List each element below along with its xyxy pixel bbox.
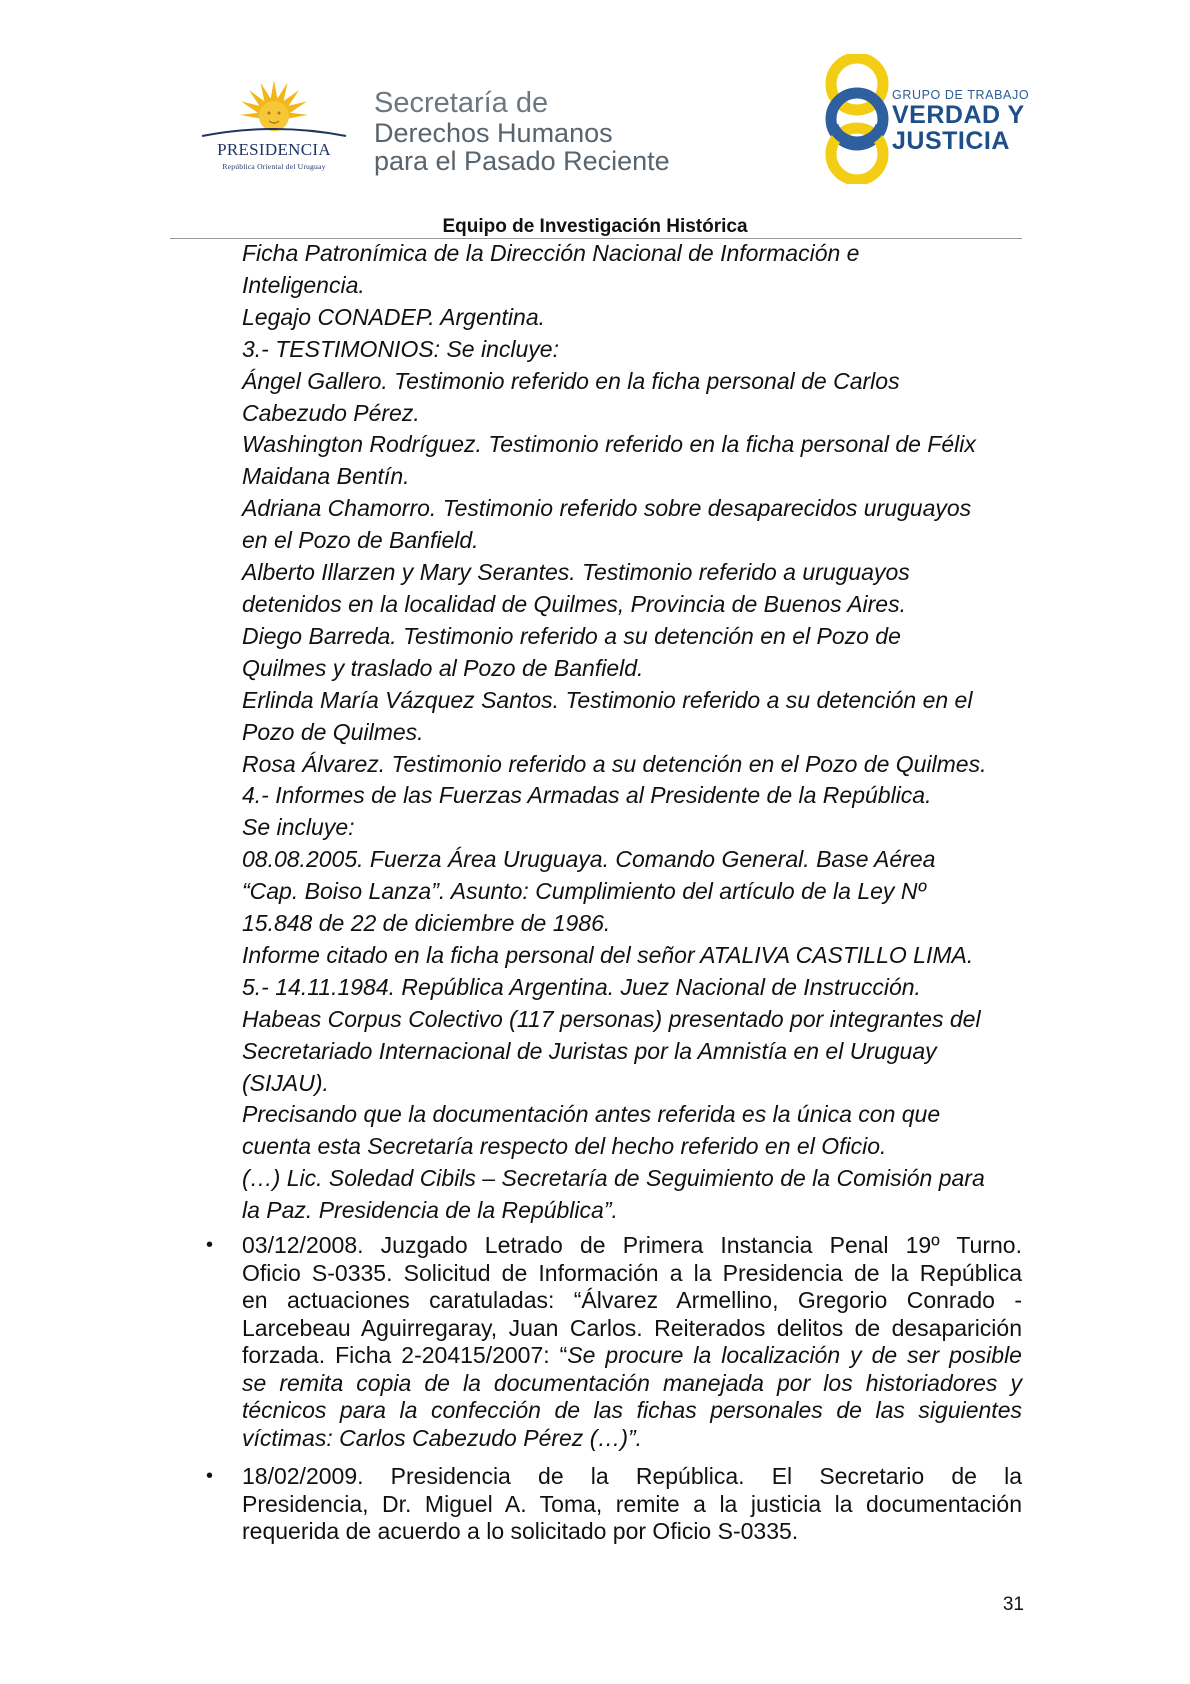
bullet-line: Oficio S-0335. Solicitud de Información a la Presidencia de la República <box>242 1259 1022 1286</box>
quote-line: (…) Lic. Soledad Cibils – Secretaría de Seguimiento de la Comisión para <box>242 1165 985 1192</box>
quote-line: Adriana Chamorro. Testimonio referido sobre desaparecidos uruguayos <box>242 495 972 522</box>
quote-line: 3.- TESTIMONIOS: Se incluye: <box>242 335 559 362</box>
bullet-icon: • <box>206 1465 214 1487</box>
quote-line: (SIJAU). <box>242 1069 329 1096</box>
quote-line: “Cap. Boiso Lanza”. Asunto: Cumplimiento del artículo de la Ley Nº <box>242 878 926 905</box>
quote-line: la Paz. Presidencia de la República”. <box>242 1197 618 1224</box>
quote-line: Quilmes y traslado al Pozo de Banfield. <box>242 654 644 681</box>
bullet-line: en actuaciones caratuladas: “Álvarez Armellino, Gregorio Conrado - <box>242 1287 1022 1313</box>
bullet-icon: • <box>206 1234 214 1256</box>
quote-line: Precisando que la documentación antes referida es la única con que <box>242 1101 941 1128</box>
sun-icon <box>198 78 350 140</box>
quote-line: 08.08.2005. Fuerza Área Uruguaya. Comando General. Base Aérea <box>242 846 936 873</box>
bullet-line: Larcebeau Aguirregaray, Juan Carlos. Reiterados delitos de desaparición <box>242 1314 1022 1341</box>
presidencia-name: PRESIDENCIA <box>217 140 331 159</box>
quote-line: 4.- Informes de las Fuerzas Armadas al Presidente de la República. <box>242 782 932 809</box>
bullet-item <box>206 1463 1022 1546</box>
quote-line: 5.- 14.11.1984. República Argentina. Juez Nacional de Instrucción. <box>242 973 921 1000</box>
quote-line: Secretariado Internacional de Juristas por la Amnistía en el Uruguay <box>242 1037 937 1064</box>
quote-line: Alberto Illarzen y Mary Serantes. Testimonio referido a uruguayos <box>242 559 910 586</box>
quote-line: Pozo de Quilmes. <box>242 718 424 745</box>
bullet-italic-text: Se procure la localización y de ser posible <box>567 1342 1022 1368</box>
presidencia-logo <box>198 78 350 178</box>
presidencia-subtitle: República Oriental del Uruguay <box>222 162 326 171</box>
quote-line: en el Pozo de Banfield. <box>242 527 479 554</box>
quote-line: Ángel Gallero. Testimonio referido en la ficha personal de Carlos <box>242 367 900 394</box>
quote-line: Ficha Patronímica de la Dirección Nacional de Información e <box>242 240 860 266</box>
quote-line: Rosa Álvarez. Testimonio referido a su detención en el Pozo de Quilmes. <box>242 750 987 777</box>
bullet-line: se remita copia de la documentación manejada por los historiadores y <box>242 1369 1022 1396</box>
quote-line: Habeas Corpus Colectivo (117 personas) presentado por integrantes del <box>242 1005 981 1032</box>
quote-line: Legajo CONADEP. Argentina. <box>242 303 546 330</box>
quoted-text-block <box>242 238 1022 1227</box>
rings-icon <box>820 54 895 184</box>
grupo-line-2: JUSTICIA <box>892 127 1010 155</box>
secretaria-line-3: para el Pasado Reciente <box>374 146 670 176</box>
quote-line: Diego Barreda. Testimonio referido a su detención en el Pozo de <box>242 622 901 649</box>
quote-line: Washington Rodríguez. Testimonio referido en la ficha personal de Félix <box>242 431 976 458</box>
bullet-line: 03/12/2008. Juzgado Letrado de Primera Instancia Penal 19º Turno. <box>242 1232 1022 1258</box>
quote-line: Inteligencia. <box>242 271 365 298</box>
bullet-line: técnicos para la confección de las fichas personales de las siguientes <box>242 1397 1022 1423</box>
quote-line: detenidos en la localidad de Quilmes, Provincia de Buenos Aires. <box>242 590 906 617</box>
grupo-line-1: VERDAD Y <box>892 101 1025 129</box>
quote-line: 15.848 de 22 de diciembre de 1986. <box>242 910 611 937</box>
quote-line: cuenta esta Secretaría respecto del hecho referido en el Oficio. <box>242 1133 887 1160</box>
bullet-item <box>206 1232 1022 1452</box>
quote-line: Informe citado en la ficha personal del señor ATALIVA CASTILLO LIMA. <box>242 941 974 968</box>
bullet-line: víctimas: Carlos Cabezudo Pérez (…)”. <box>242 1424 643 1451</box>
quote-line: Maidana Bentín. <box>242 463 410 490</box>
secretaria-line-2: Derechos Humanos <box>374 118 613 148</box>
quote-line: Erlinda María Vázquez Santos. Testimonio referido a su detención en el <box>242 686 973 713</box>
page-header <box>0 0 1190 237</box>
verdad-justicia-text <box>892 88 1029 154</box>
quote-line: Cabezudo Pérez. <box>242 399 420 426</box>
quote-line: Se incluye: <box>242 814 355 841</box>
bullet-line <box>242 1342 1022 1370</box>
bullet-line: Presidencia, Dr. Miguel A. Toma, remite a la justicia la documentación <box>242 1490 1022 1517</box>
team-title: Equipo de Investigación Histórica <box>442 216 748 237</box>
secretaria-title <box>374 88 704 175</box>
bullet-text: forzada. Ficha 2-20415/2007: “ <box>242 1342 568 1368</box>
bullet-line: requerida de acuerdo a lo solicitado por Oficio S-0335. <box>242 1518 799 1544</box>
secretaria-line-1: Secretaría de <box>374 87 549 119</box>
grupo-small-label: GRUPO DE TRABAJO <box>892 88 1030 102</box>
page-number: 31 <box>1002 1594 1024 1615</box>
bullet-list <box>206 1232 1022 1557</box>
bullet-line: 18/02/2009. Presidencia de la República. El Secretario de la <box>242 1463 1022 1489</box>
